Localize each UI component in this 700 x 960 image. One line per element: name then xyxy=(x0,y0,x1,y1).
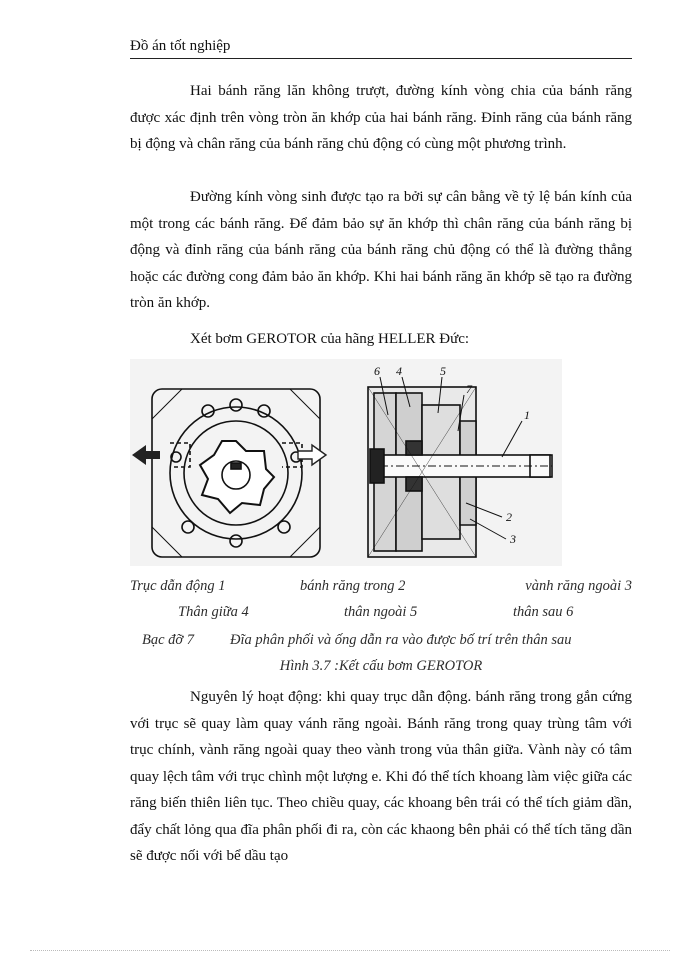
caption-row-2 xyxy=(130,604,632,624)
caption-item: bánh răng trong 2 xyxy=(300,578,406,594)
part-label-3: 3 xyxy=(510,532,516,546)
part-label-1: 1 xyxy=(524,408,530,422)
caption-item: thân ngoài 5 xyxy=(344,604,418,620)
caption-item: Thân giữa 4 xyxy=(178,604,249,620)
caption-row-3 xyxy=(130,632,632,652)
page-bottom-divider xyxy=(30,950,670,951)
part-label-4: 4 xyxy=(396,364,402,378)
figure-caption-title: Hình 3.7 :Kết cấu bơm GEROTOR xyxy=(279,658,483,674)
gerotor-drawing xyxy=(130,359,562,566)
paragraph-generating-circle: Đường kính vòng sinh được tạo ra bởi sự cân bằng về tỷ lệ bán kính của một trong các bánh răng. Để đảm bảo sự ăn khớp thì chân răng của bánh răng bị động và đỉnh răng của bánh răng của bánh răng chủ động có thể là đường thẳng hoặc các đường cong đảm bảo ăn khớp. Khi hai bánh răng ăn khớp sẽ tạo ra đường tròn ăn khớp. xyxy=(130,189,632,311)
caption-item: vành răng ngoài 3 xyxy=(525,578,632,594)
front-view xyxy=(152,389,320,557)
caption-item: thân sau 6 xyxy=(513,604,574,620)
part-label-2: 2 xyxy=(506,510,512,524)
paragraph-operating-principle: Nguyên lý hoạt động: khi quay trục dẫn động. bánh răng trong gắn cứng với trục sẽ quay làm quay vánh răng ngoài. Bánh răng trong quay trùng tâm với trục chính, vành răng ngoài quay theo vành trong vủa thân giữa. Vành này có tâm quay lệch tâm với trục chình một lượng e. Khi đó thể tích khoang làm việc giữa các răng biến thiên liên tục. Theo chiều quay, các khoang bên trái có thể tích giảm dần, đẩy chất lỏng qua đĩa phân phối đi ra, còn các khaong bên phải có thể tích tăng dần sẽ được nối với bể dầu tạo xyxy=(130,689,632,864)
part-label-7: 7 xyxy=(466,382,472,396)
paragraph-gear-meshing: Hai bánh răng lăn không trượt, đường kính vòng chia của bánh răng được xác định trên vòng tròn ăn khớp của hai bánh răng. Đỉnh răng của bánh răng bị động và chân răng của bánh răng chủ động có cùng một phương trình. xyxy=(130,83,632,152)
part-label-6: 6 xyxy=(374,364,380,378)
page-header: Đồ án tốt nghiệp xyxy=(130,38,632,59)
caption-item: Đĩa phân phối và ống dẫn ra vào được bố trí trên thân sau xyxy=(230,632,572,648)
part-label-5: 5 xyxy=(440,364,446,378)
caption-item: Bạc đỡ 7 xyxy=(142,632,195,648)
caption-row-1 xyxy=(130,578,632,598)
caption-item: Trục dẫn động 1 xyxy=(130,578,226,594)
paragraph-gerotor-intro: Xét bơm GEROTOR của hãng HELLER Đức: xyxy=(190,331,470,347)
gerotor-pump-figure xyxy=(130,359,562,566)
